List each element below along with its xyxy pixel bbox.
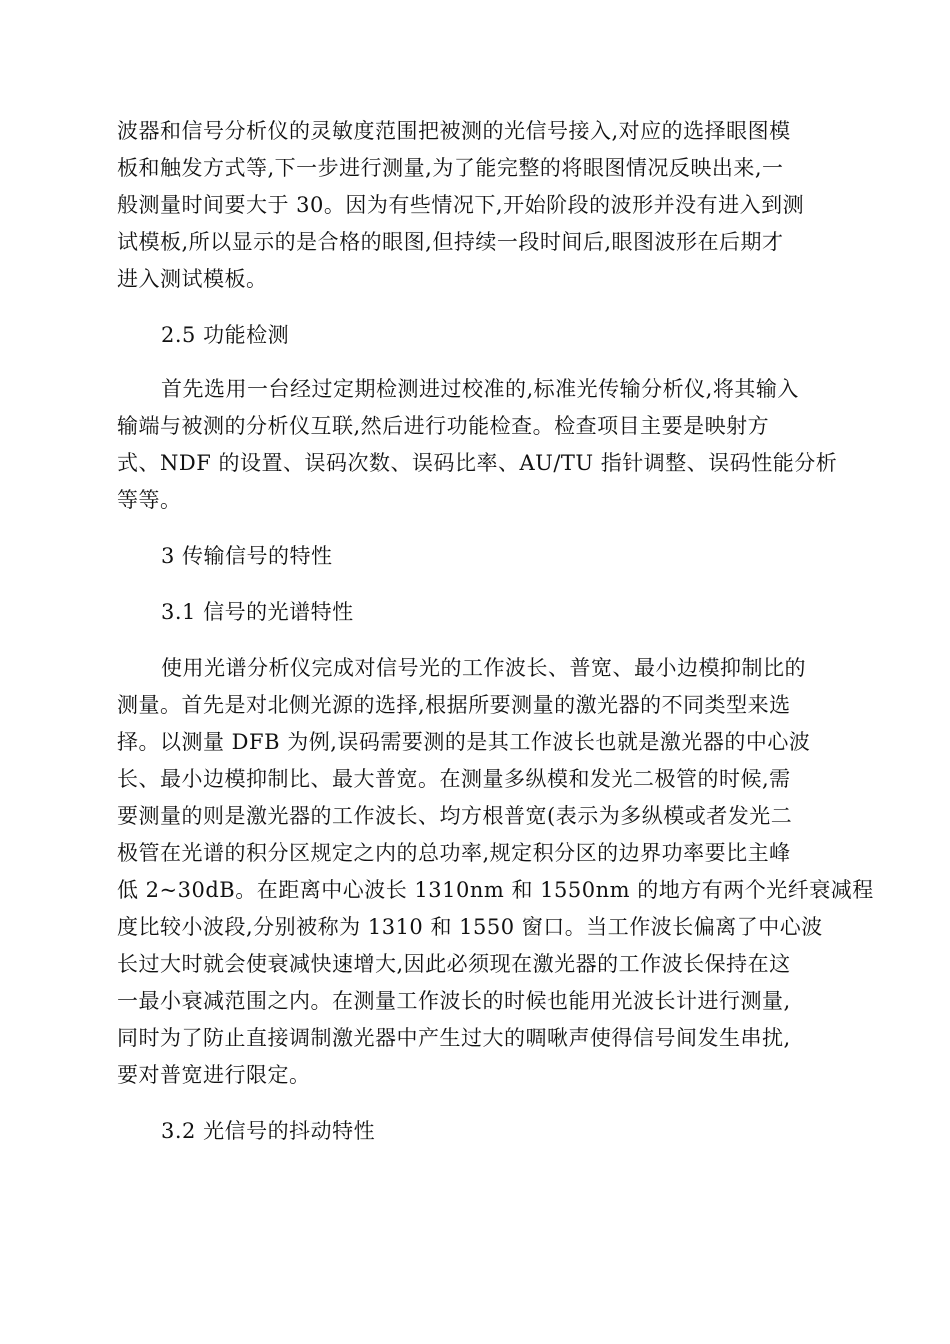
paragraph-line: 长、最小边模抑制比、最大普宽。在测量多纵模和发光二极管的时候,需 bbox=[117, 767, 791, 791]
section-heading: 2.5 功能检测 bbox=[161, 323, 290, 347]
paragraph-line: 同时为了防止直接调制激光器中产生过大的啁啾声使得信号间发生串扰, bbox=[117, 1026, 791, 1050]
paragraph-line: 长过大时就会使衰减快速增大,因此必须现在激光器的工作波长保持在这 bbox=[117, 952, 791, 976]
section-heading: 3.1 信号的光谱特性 bbox=[161, 600, 354, 624]
paragraph-line: 般测量时间要大于 30。因为有些情况下,开始阶段的波形并没有进入到测 bbox=[117, 193, 805, 217]
section-heading: 3.2 光信号的抖动特性 bbox=[161, 1119, 376, 1143]
paragraph-line: 要测量的则是激光器的工作波长、均方根普宽(表示为多纵模或者发光二 bbox=[117, 804, 793, 828]
paragraph-line: 测量。首先是对北侧光源的选择,根据所要测量的激光器的不同类型来选 bbox=[117, 693, 791, 717]
paragraph-line: 极管在光谱的积分区规定之内的总功率,规定积分区的边界功率要比主峰 bbox=[117, 841, 791, 865]
paragraph-line: 低 2~30dB。在距离中心波长 1310nm 和 1550nm 的地方有两个光纤衰减程 bbox=[117, 878, 874, 902]
paragraph-line: 度比较小波段,分别被称为 1310 和 1550 窗口。当工作波长偏离了中心波 bbox=[117, 915, 823, 939]
paragraph-line: 择。以测量 DFB 为例,误码需要测的是其工作波长也就是激光器的中心波 bbox=[117, 730, 811, 754]
paragraph-line: 波器和信号分析仪的灵敏度范围把被测的光信号接入,对应的选择眼图模 bbox=[117, 119, 791, 143]
paragraph-line: 输端与被测的分析仪互联,然后进行功能检查。检查项目主要是映射方 bbox=[117, 414, 770, 438]
paragraph-line: 等等。 bbox=[117, 488, 182, 512]
paragraph-line: 进入测试模板。 bbox=[117, 267, 268, 291]
paragraph-line: 使用光谱分析仪完成对信号光的工作波长、普宽、最小边模抑制比的 bbox=[161, 656, 806, 680]
paragraph-line: 板和触发方式等,下一步进行测量,为了能完整的将眼图情况反映出来,一 bbox=[117, 156, 784, 180]
paragraph-line: 要对普宽进行限定。 bbox=[117, 1063, 311, 1087]
paragraph-line: 式、NDF 的设置、误码次数、误码比率、AU/TU 指针调整、误码性能分析 bbox=[117, 451, 838, 475]
paragraph-line: 首先选用一台经过定期检测进过校准的,标准光传输分析仪,将其输入 bbox=[161, 377, 799, 401]
paragraph-line: 试模板,所以显示的是合格的眼图,但持续一段时间后,眼图波形在后期才 bbox=[117, 230, 784, 254]
paragraph-line: 一最小衰减范围之内。在测量工作波长的时候也能用光波长计进行测量, bbox=[117, 989, 791, 1013]
section-heading: 3 传输信号的特性 bbox=[161, 544, 333, 568]
